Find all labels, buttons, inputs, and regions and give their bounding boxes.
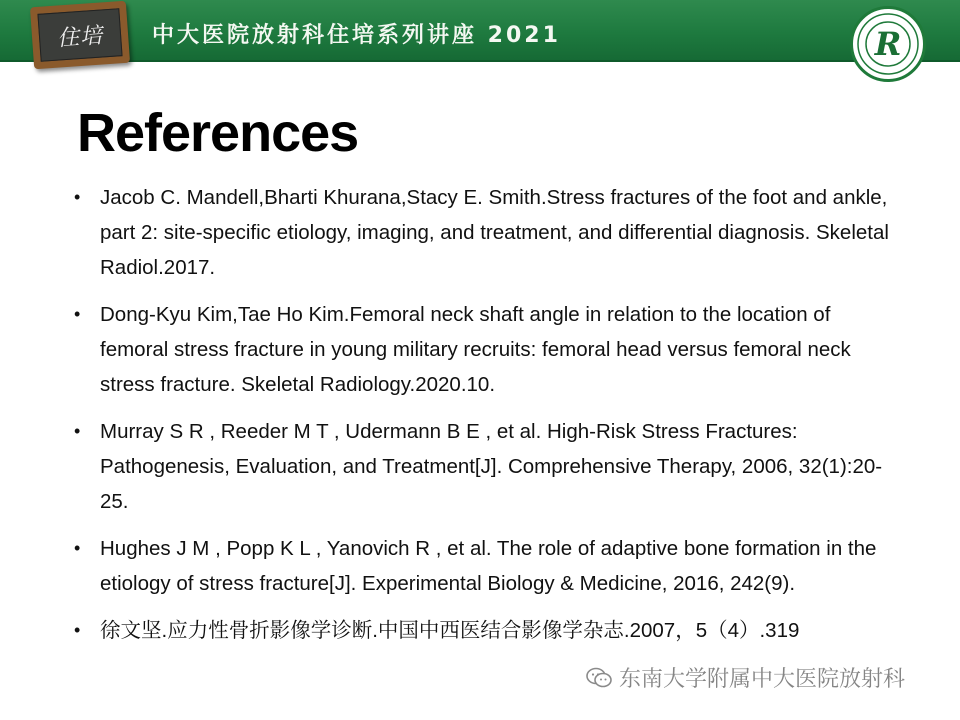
radiology-seal-logo xyxy=(850,6,926,82)
series-title: 中大医院放射科住培系列讲座 2021 xyxy=(152,23,561,48)
reference-text: Murray S R , Reeder M T , Udermann B E , et al. High-Risk Stress Fractures: Pathogenesis, Evaluation, and Treatment[J]. Comprehensive Therapy, 2006, 32(1):20-25. xyxy=(100,420,883,513)
reference-text: Jacob C. Mandell,Bharti Khurana,Stacy E. Smith.Stress fractures of the foot and ankle, part 2: site-specific etiology, imaging, and treatment, and differential diagnosis. Skeletal Radiol.2017. xyxy=(100,186,889,279)
chalkboard-logo xyxy=(30,1,130,70)
bullet-icon: • xyxy=(74,421,81,441)
reference-item xyxy=(74,180,894,285)
bullet-icon: • xyxy=(74,304,81,324)
reference-item xyxy=(74,613,894,648)
reference-item xyxy=(74,297,894,402)
seal-center xyxy=(859,15,917,73)
reference-item xyxy=(74,531,894,601)
seal-letter: R xyxy=(874,25,902,63)
header-banner xyxy=(0,0,960,62)
chalkboard-surface xyxy=(37,8,122,62)
wechat-watermark xyxy=(585,662,905,693)
reference-text: 徐文坚.应力性骨折影像学诊断.中国中西医结合影像学杂志.2007，5（4）.319 xyxy=(100,619,800,642)
reference-list xyxy=(74,180,894,660)
bullet-icon: • xyxy=(74,187,81,207)
reference-item xyxy=(74,414,894,519)
watermark-text: 东南大学附属中大医院放射科 xyxy=(619,666,906,691)
slide-title: References xyxy=(77,103,359,163)
reference-text: Dong-Kyu Kim,Tae Ho Kim.Femoral neck shaft angle in relation to the location of femoral stress fracture in young military recruits: femoral head versus femoral neck stress fracture. Skeletal Radiology.2020.10. xyxy=(100,303,851,396)
reference-text: Hughes J M , Popp K L , Yanovich R , et al. The role of adaptive bone formation in the etiology of stress fracture[J]. Experimental Biology & Medicine, 2016, 242(9). xyxy=(100,537,877,595)
wechat-icon xyxy=(585,666,613,690)
bullet-icon: • xyxy=(74,538,81,558)
bullet-icon: • xyxy=(74,620,81,640)
chalkboard-text: 住培 xyxy=(56,22,104,52)
